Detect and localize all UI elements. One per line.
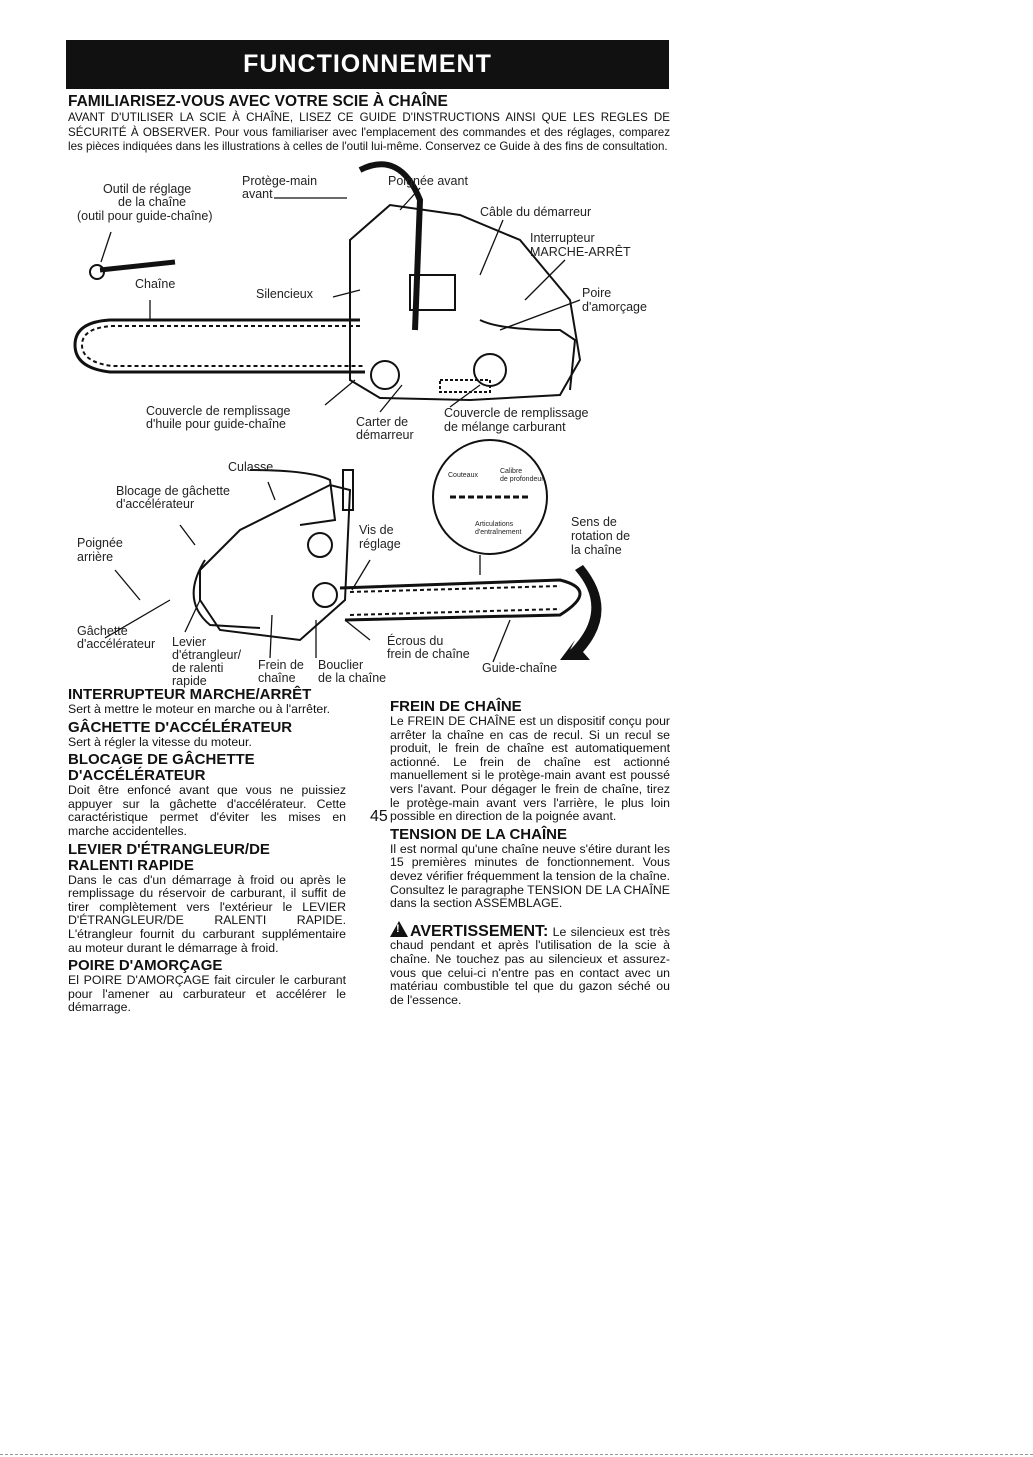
heading-tension: TENSION DE LA CHAÎNE — [390, 825, 567, 843]
left-column — [68, 687, 346, 1018]
label-sens: Sens de — [571, 515, 617, 529]
label-levier-2: d'étrangleur/ — [172, 648, 242, 662]
label-couteaux: Couteaux — [448, 472, 478, 479]
label-gachette: Gâchette — [77, 624, 128, 638]
label-vis: Vis de — [359, 523, 394, 537]
label-interrupteur: Interrupteur — [530, 231, 595, 245]
right-column — [390, 699, 670, 1010]
label-bouclier-2: de la chaîne — [318, 671, 387, 685]
bottom-rule — [0, 1454, 1033, 1455]
label-sens-2: rotation de — [571, 529, 631, 543]
label-ecrous-2: frein de chaîne — [387, 647, 470, 661]
label-poire: Poire — [582, 286, 612, 300]
label-huile: Couvercle de remplissage — [146, 404, 291, 418]
label-melange: Couvercle de remplissage — [444, 406, 589, 420]
warning-title: AVERTISSEMENT: — [410, 922, 549, 940]
label-interrupteur-2: MARCHE-ARRÊT — [530, 245, 631, 259]
heading-interrupteur: INTERRUPTEUR MARCHE/ARRÊT — [68, 686, 312, 703]
warning-icon: ! — [390, 921, 408, 937]
label-ecrous: Écrous du — [387, 634, 444, 648]
label-protege-main: Protège-main — [242, 174, 318, 188]
page-banner: FUNCTIONNEMENT — [66, 40, 669, 89]
label-outil-3: (outil pour guide-chaîne) — [77, 209, 213, 223]
label-bouclier: Bouclier — [318, 658, 364, 672]
heading-levier: LEVIER D'ÉTRANGLEUR/DE — [68, 840, 270, 858]
text-frein: Le FREIN DE CHAÎNE est un dispositif conçu pour arrêter la chaîne en cas de recul. Si un recul se produit, le frein de chaîne est automatiquement actionné. Le frein de chaîne est actionné manuellement si le protège-main avant est poussé vers l'avant. Pour dégager le frein de chaîne, tirez le protège-main avant vers l'arrière, le plus loin possible en direction de la poignée avant. — [390, 714, 670, 824]
label-culasse: Culasse — [228, 460, 274, 474]
label-levier-4: rapide — [172, 674, 207, 688]
label-articulations: Articulations — [475, 521, 514, 528]
text-poire: El POIRE D'AMORÇAGE fait circuler le carburant pour l'amener au carburateur et accélérer le démarrage. — [68, 973, 346, 1015]
label-vis-2: réglage — [359, 537, 401, 551]
warning-block — [390, 921, 670, 1008]
label-calibre-2: de profondeur — [500, 476, 544, 483]
label-huile-2: d'huile pour guide-chaîne — [146, 417, 286, 431]
label-levier: Levier — [172, 635, 207, 649]
warning-text: Le silencieux est très chaud pendant et après l'utilisation de la scie à chaîne. Ne touchez pas au silencieux et assurez-vous que celui-ci n'entre pas en contact avec un matériau combustible tel que du gazon séché ou de l'essence. — [390, 924, 670, 1007]
text-blocage: Doit être enfoncé avant que vous ne puissiez appuyer sur la gâchette d'accélérateur. Cette caractéristique permet d'éviter les mises en marche accidentelles. — [68, 783, 346, 838]
label-carter-2: démarreur — [356, 428, 414, 442]
intro-heading: FAMILIARISEZ-VOUS AVEC VOTRE SCIE À CHAÎNE — [68, 93, 448, 110]
label-carter: Carter de — [356, 415, 409, 429]
label-poignee-avant: Poignée avant — [388, 174, 468, 188]
heading-gachette: GÂCHETTE D'ACCÉLÉRATEUR — [68, 718, 293, 736]
label-sens-3: la chaîne — [571, 543, 622, 557]
label-blocage: Blocage de gâchette — [116, 484, 230, 498]
label-cable-demarreur: Câble du démarreur — [480, 205, 592, 219]
label-chaine: Chaîne — [135, 277, 176, 291]
heading-blocage-2: D'ACCÉLÉRATEUR — [68, 767, 206, 785]
label-levier-3: de ralenti — [172, 661, 224, 675]
chainsaw-top-diagram — [0, 0, 1033, 720]
label-poignee-arriere: Poignée — [77, 536, 123, 550]
label-outil: Outil de réglage — [103, 182, 192, 196]
heading-frein: FREIN DE CHAÎNE — [390, 698, 522, 715]
label-frein: Frein de — [258, 658, 304, 672]
label-protege-main-2: avant — [242, 187, 273, 201]
label-silencieux: Silencieux — [256, 287, 313, 301]
label-poignee-arriere-2: arrière — [77, 550, 114, 564]
label-frein-2: chaîne — [258, 671, 296, 685]
label-calibre: Calibre — [500, 468, 523, 475]
label-articulations-2: d'entraînement — [475, 529, 522, 536]
text-interrupteur: Sert à mettre le moteur en marche ou à l'arrêter. — [68, 702, 331, 716]
label-outil-2: de la chaîne — [118, 195, 187, 209]
label-poire-2: d'amorçage — [582, 300, 647, 314]
label-guide-chaine: Guide-chaîne — [482, 661, 558, 675]
text-tension: Il est normal qu'une chaîne neuve s'étire durant les 15 premières minutes de fonctionnement. Vous devez vérifier fréquemment la tension de la chaîne. Consultez le paragraphe TENSION DE LA CHAÎNE dans la section ASSEMBLAGE. — [390, 841, 670, 911]
label-gachette-2: d'accélérateur — [77, 637, 156, 651]
heading-poire: POIRE D'AMORÇAGE — [68, 957, 223, 975]
text-gachette: Sert à régler la vitesse du moteur. — [68, 734, 252, 749]
page-number: 45 — [370, 808, 388, 825]
heading-levier-2: RALENTI RAPIDE — [68, 856, 194, 874]
heading-blocage: BLOCAGE DE GÂCHETTE — [68, 751, 255, 769]
label-melange-2: de mélange carburant — [444, 420, 566, 434]
intro-text: AVANT D'UTILISER LA SCIE À CHAÎNE, LISEZ CE GUIDE D'INSTRUCTIONS AINSI QUE LES REGLES DE SÉCURITÉ À OBSERVER. Pour vous familiariser avec l'emplacement des commandes et des réglages, comparez les pièces indiquées dans les illustrations à celles de l'outil lui-même. Conservez ce Guide à des fins de consultation. — [68, 111, 670, 154]
label-blocage-2: d'accélérateur — [116, 497, 195, 511]
text-levier: Dans le cas d'un démarrage à froid ou après le remplissage du réservoir de carburant, il suffit de tirer complètement vers l'extérieur le LEVIER D'ÉTRANGLEUR/DE RALENTI RAPIDE. L'étrangleur fournit du carburant supplémentaire au moteur durant le démarrage à froid. — [68, 872, 346, 955]
